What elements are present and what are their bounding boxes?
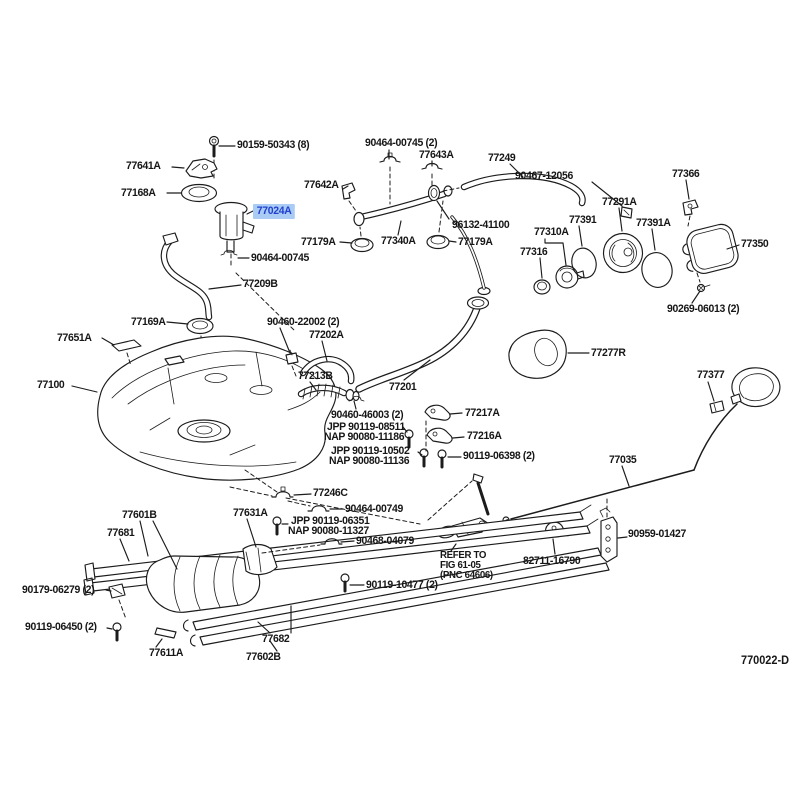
part-label-77631A[interactable]: 77631A xyxy=(233,507,268,519)
part-label-77611A[interactable]: 77611A xyxy=(149,647,184,659)
part-label-77179A-left[interactable]: 77179A xyxy=(301,236,336,248)
part-label-77024A[interactable]: 77024A xyxy=(253,204,295,219)
part-label-77641A[interactable]: 77641A xyxy=(126,160,161,172)
part-label-77246C[interactable]: 77246C xyxy=(313,487,348,499)
part-label-90467-12056[interactable]: 90467-12056 xyxy=(515,170,573,182)
part-label-refer-note xyxy=(440,551,493,582)
part-label-jpp-90119-10502[interactable]: JPP 90119-10502 xyxy=(331,445,410,457)
part-label-77601B[interactable]: 77601B xyxy=(122,509,157,521)
part-label-77100[interactable]: 77100 xyxy=(37,379,65,391)
part-label-77340A[interactable]: 77340A xyxy=(381,235,416,247)
part-label-nap-90080-11327[interactable]: NAP 90080-11327 xyxy=(288,525,369,537)
part-label-nap-90080-11186[interactable]: NAP 90080-11186 xyxy=(324,431,405,443)
part-label-77391[interactable]: 77391 xyxy=(569,214,597,226)
part-label-90464-00745[interactable]: 90464-00745 xyxy=(251,252,309,264)
part-label-90269-06013[interactable]: 90269-06013 (2) xyxy=(667,303,740,315)
part-label-90119-10477[interactable]: 90119-10477 (2) xyxy=(366,579,438,591)
part-label-nap-90080-11136[interactable]: NAP 90080-11136 xyxy=(329,455,410,467)
part-label-90464-00749[interactable]: 90464-00749 xyxy=(345,503,403,515)
diagram-code: 770022-D xyxy=(741,655,789,667)
part-label-77216A[interactable]: 77216A xyxy=(467,430,502,442)
note-line: (PNC 64606) xyxy=(440,570,493,582)
part-label-82711-16790[interactable]: 82711-16790 xyxy=(523,555,581,567)
part-label-77179A-right[interactable]: 77179A xyxy=(458,236,493,248)
part-label-77316[interactable]: 77316 xyxy=(520,246,548,258)
part-label-90159-50343[interactable]: 90159-50343 (8) xyxy=(237,139,310,151)
part-label-90119-06398[interactable]: 90119-06398 (2) xyxy=(463,450,535,462)
part-label-77602B[interactable]: 77602B xyxy=(246,651,281,663)
part-label-77310A[interactable]: 77310A xyxy=(534,226,569,238)
part-label-77277R[interactable]: 77277R xyxy=(591,347,626,359)
part-label-90179-06279[interactable]: 90179-06279 (2) xyxy=(22,584,95,596)
part-label-jpp-90119-08511[interactable]: JPP 90119-08511 xyxy=(327,421,405,433)
part-label-77202A[interactable]: 77202A xyxy=(309,329,344,341)
part-label-77035[interactable]: 77035 xyxy=(609,454,637,466)
fuel-tank-drawing xyxy=(98,336,336,480)
part-label-77642A[interactable]: 77642A xyxy=(304,179,339,191)
part-label-77350[interactable]: 77350 xyxy=(741,238,769,250)
note-line: FIG 61-05 xyxy=(440,560,481,572)
part-label-90468-04079[interactable]: 90468-04079 xyxy=(356,535,414,547)
part-label-77366[interactable]: 77366 xyxy=(672,168,700,180)
part-label-77651A[interactable]: 77651A xyxy=(57,332,92,344)
note-line: REFER TO xyxy=(440,550,487,561)
part-label-90464-00745-2[interactable]: 90464-00745 (2) xyxy=(365,137,438,149)
part-label-77681[interactable]: 77681 xyxy=(107,527,135,539)
part-label-90460-22002[interactable]: 90460-22002 (2) xyxy=(267,316,340,328)
part-label-77249[interactable]: 77249 xyxy=(488,152,516,164)
part-label-90959-01427[interactable]: 90959-01427 xyxy=(628,528,686,540)
part-label-77643A[interactable]: 77643A xyxy=(419,149,454,161)
part-label-77209B[interactable]: 77209B xyxy=(243,278,278,290)
part-label-77213B[interactable]: 77213B xyxy=(298,370,333,382)
part-label-90460-46003[interactable]: 90460-46003 (2) xyxy=(331,409,404,421)
part-label-77168A[interactable]: 77168A xyxy=(121,187,156,199)
part-label-77391A[interactable]: 77391A xyxy=(636,217,671,229)
part-label-77169A[interactable]: 77169A xyxy=(131,316,166,328)
part-label-77217A[interactable]: 77217A xyxy=(465,407,500,419)
part-label-77201[interactable]: 77201 xyxy=(389,381,417,393)
part-label-jpp-90119-06351[interactable]: JPP 90119-06351 xyxy=(291,515,370,527)
part-label-77377[interactable]: 77377 xyxy=(697,369,725,381)
part-label-90119-06450[interactable]: 90119-06450 (2) xyxy=(25,621,97,633)
part-label-96132-41100[interactable]: 96132-41100 xyxy=(452,219,510,231)
part-label-77682[interactable]: 77682 xyxy=(262,633,290,645)
part-label-77291A[interactable]: 77291A xyxy=(602,196,637,208)
